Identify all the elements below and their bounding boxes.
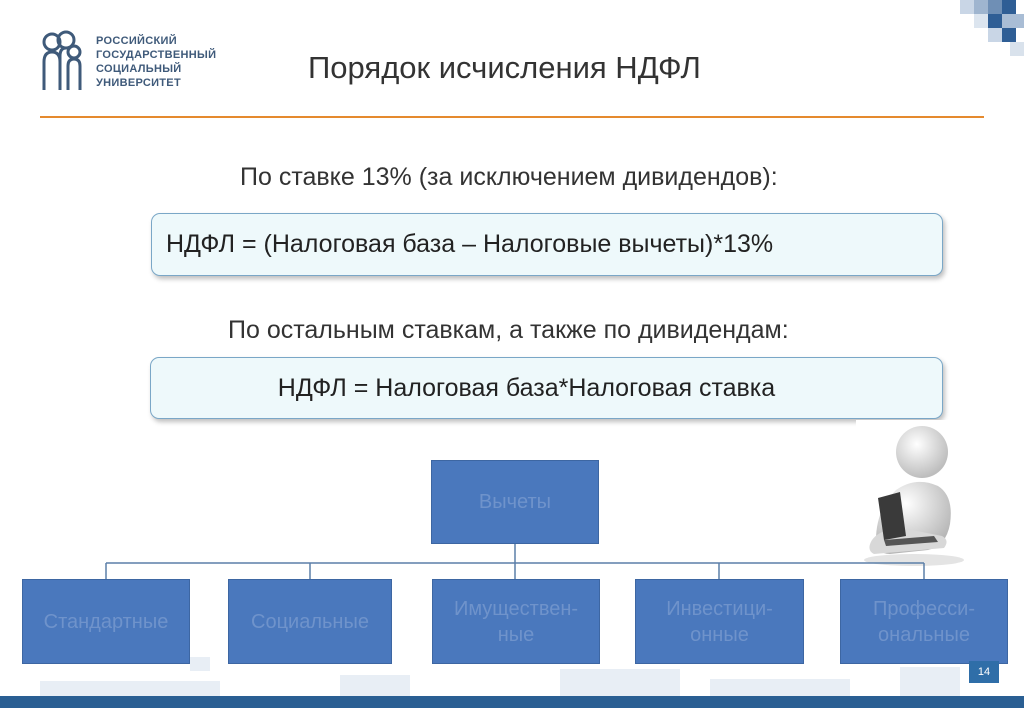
org-node-social [228, 579, 392, 664]
page-title: Порядок исчисления НДФЛ [308, 50, 701, 85]
org-node-label: Инвестици- [666, 597, 773, 620]
org-node-root [431, 460, 599, 544]
footer-bar [0, 696, 1024, 708]
section2-heading: По остальным ставкам, а также по дивидендам: [228, 316, 789, 344]
logo-line: УНИВЕРСИТЕТ [96, 77, 181, 89]
org-node-label: Имуществен- [453, 597, 579, 620]
formula-other-text: НДФЛ = Налоговая база*Налоговая ставка [277, 373, 776, 402]
org-node-label: ональные [878, 623, 970, 646]
org-node-label: Стандартные [43, 610, 169, 633]
formula-13-text: НДФЛ = (Налоговая база – Налоговые вычеты)*13% [166, 230, 774, 258]
org-node-label: Вычеты [478, 491, 552, 513]
org-node-label: онные [690, 623, 749, 646]
org-node-investment [635, 579, 804, 664]
logo-line: СОЦИАЛЬНЫЙ [96, 63, 182, 75]
page-number: 14 [969, 661, 999, 683]
org-node-professional [840, 579, 1008, 664]
section1-heading: По ставке 13% (за исключением дивидендов): [240, 163, 778, 191]
org-node-standard [22, 579, 190, 664]
footer-decoration [0, 655, 1024, 696]
org-node-label: ные [497, 623, 535, 646]
logo-line: ГОСУДАРСТВЕННЫЙ [96, 49, 217, 61]
org-node-property [432, 579, 600, 664]
org-node-label: Социальные [251, 610, 369, 633]
org-node-label: Професси- [872, 597, 976, 620]
logo-line: РОССИЙСКИЙ [96, 35, 177, 47]
